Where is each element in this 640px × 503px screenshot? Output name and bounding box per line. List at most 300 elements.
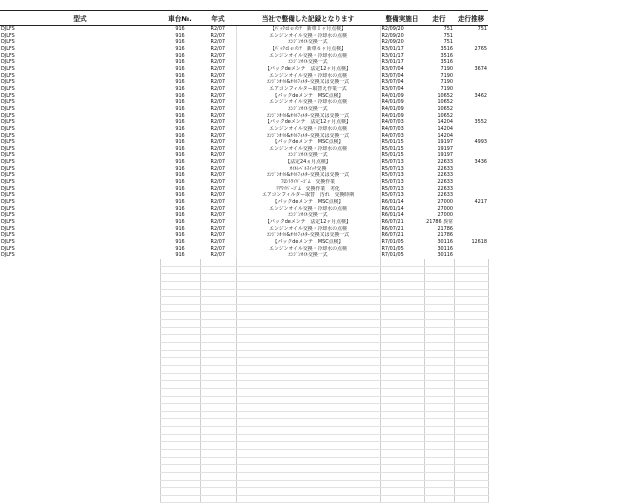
- empty-cell: [424, 274, 454, 282]
- empty-cell: [236, 388, 380, 396]
- row-year: R2/07: [210, 185, 225, 192]
- row-record: 【パックdeメンテ MSC点検】: [236, 139, 380, 146]
- empty-cell: [380, 457, 424, 465]
- empty-cell: [424, 312, 454, 320]
- empty-row: [0, 312, 488, 320]
- table-row: [0, 66, 488, 73]
- empty-cell: [424, 411, 454, 419]
- empty-cell: [380, 365, 424, 373]
- empty-cell: [454, 396, 488, 404]
- row-model: DJLFS: [1, 45, 15, 52]
- row-model: DJLFS: [1, 185, 15, 192]
- empty-cell: [200, 373, 236, 381]
- empty-cell: [236, 365, 380, 373]
- empty-cell: [0, 442, 160, 450]
- empty-cell: [0, 335, 160, 343]
- empty-cell: [380, 320, 424, 328]
- row-model: DJLFS: [1, 39, 15, 46]
- empty-cell: [200, 480, 236, 488]
- empty-cell: [380, 327, 424, 335]
- table-row: [0, 159, 488, 166]
- empty-row: [0, 388, 488, 396]
- row-model: DJLFS: [1, 92, 15, 99]
- row-year: R2/07: [210, 159, 225, 166]
- table-row: [0, 39, 488, 46]
- row-mileage: 19197: [437, 139, 453, 146]
- empty-cell: [0, 365, 160, 373]
- row-unit-no: 916: [175, 72, 185, 79]
- row-record: ｴﾝｼﾞﾝｵｲﾙ交換一式: [236, 39, 380, 46]
- row-model: DJLFS: [1, 52, 15, 59]
- empty-cell: [160, 297, 200, 305]
- row-model: DJLFS: [1, 179, 15, 186]
- empty-cell: [160, 381, 200, 389]
- empty-cell: [160, 480, 200, 488]
- empty-row: [0, 427, 488, 435]
- empty-cell: [200, 327, 236, 335]
- row-mileage-delta: [454, 79, 488, 86]
- row-mileage-delta: [454, 73, 488, 80]
- empty-cell: [0, 427, 160, 435]
- row-record: エンジンオイル交換・冷却水の点検: [236, 73, 380, 80]
- row-model: DJLFS: [1, 132, 15, 139]
- empty-cell: [0, 472, 160, 480]
- row-unit-no: 916: [175, 45, 185, 52]
- row-mileage-delta: [454, 206, 488, 213]
- row-year: R2/07: [210, 39, 225, 46]
- row-mileage-delta: [454, 106, 488, 113]
- row-date: R4/01/09: [381, 92, 404, 99]
- row-mileage: 27000: [437, 199, 453, 206]
- empty-cell: [424, 388, 454, 396]
- empty-row: [0, 480, 488, 488]
- empty-cell: [200, 381, 236, 389]
- empty-cell: [454, 327, 488, 335]
- empty-cell: [424, 335, 454, 343]
- row-date: R4/07/03: [381, 132, 404, 139]
- empty-cell: [236, 465, 380, 473]
- empty-cell: [424, 465, 454, 473]
- row-unit-no: 916: [175, 225, 185, 232]
- empty-cell: [160, 373, 200, 381]
- row-record: ｴﾝｼﾞﾝｵｲﾙ&ｵｲﾙﾌｨﾙﾀｰ交換又は交換一式: [236, 172, 380, 179]
- empty-cell: [380, 259, 424, 266]
- empty-row: [0, 442, 488, 450]
- empty-cell: [424, 404, 454, 412]
- empty-cell: [380, 274, 424, 282]
- row-mileage: 30116: [437, 239, 453, 245]
- empty-cell: [0, 343, 160, 351]
- empty-cell: [454, 358, 488, 366]
- empty-cell: [236, 442, 380, 450]
- row-year: R2/07: [210, 139, 225, 146]
- empty-row: [0, 411, 488, 419]
- empty-cell: [424, 365, 454, 373]
- table-row: [0, 239, 488, 246]
- empty-cell: [454, 297, 488, 305]
- row-mileage: 7190: [440, 79, 453, 86]
- empty-cell: [380, 449, 424, 457]
- row-mileage-delta: [454, 126, 488, 133]
- empty-cell: [160, 449, 200, 457]
- empty-cell: [200, 350, 236, 358]
- row-unit-no: 916: [175, 192, 185, 199]
- empty-cell: [424, 449, 454, 457]
- row-mileage: 22633: [437, 165, 453, 172]
- row-record: ｴﾝｼﾞﾝｵｲﾙ&ｵｲﾙﾌｨﾙﾀｰ交換又は交換一式: [236, 232, 380, 239]
- empty-row: [0, 449, 488, 457]
- row-model: DJLFS: [1, 72, 15, 79]
- empty-cell: [160, 388, 200, 396]
- table-row: [0, 152, 488, 159]
- empty-cell: [200, 266, 236, 274]
- empty-cell: [380, 381, 424, 389]
- row-mileage: 7190: [440, 85, 453, 92]
- empty-cell: [424, 495, 454, 503]
- row-year: R2/07: [210, 132, 225, 139]
- header-date: 整備実施日: [380, 11, 424, 26]
- empty-cell: [0, 411, 160, 419]
- row-unit-no: 916: [175, 179, 185, 186]
- empty-cell: [200, 442, 236, 450]
- empty-cell: [424, 327, 454, 335]
- row-mileage-delta: [454, 99, 488, 106]
- empty-cell: [236, 480, 380, 488]
- row-year: R2/07: [210, 26, 225, 32]
- empty-cell: [200, 404, 236, 412]
- empty-cell: [380, 404, 424, 412]
- empty-row: [0, 297, 488, 305]
- row-year: R2/07: [210, 105, 225, 112]
- empty-cell: [160, 266, 200, 274]
- empty-cell: [200, 427, 236, 435]
- maintenance-record-table: [0, 10, 489, 503]
- row-unit-no: 916: [175, 139, 185, 146]
- empty-cell: [380, 350, 424, 358]
- empty-cell: [160, 404, 200, 412]
- empty-cell: [424, 297, 454, 305]
- empty-cell: [424, 472, 454, 480]
- empty-cell: [236, 396, 380, 404]
- row-date: R3/07/04: [381, 79, 404, 86]
- row-mileage-delta: 751: [477, 26, 487, 32]
- row-year: R2/07: [210, 152, 225, 159]
- row-mileage: 19197: [437, 145, 453, 152]
- row-model: DJLFS: [1, 232, 15, 239]
- row-unit-no: 916: [175, 112, 185, 119]
- empty-cell: [424, 320, 454, 328]
- table-row: [0, 93, 488, 100]
- row-record: エンジンオイル交換・冷却水の点検: [236, 53, 380, 60]
- empty-cell: [236, 343, 380, 351]
- empty-cell: [454, 404, 488, 412]
- empty-cell: [454, 266, 488, 274]
- table-row: [0, 79, 488, 86]
- empty-cell: [0, 304, 160, 312]
- empty-cell: [380, 388, 424, 396]
- empty-cell: [454, 388, 488, 396]
- row-mileage: 751: [443, 32, 453, 39]
- empty-cell: [236, 434, 380, 442]
- row-date: R5/07/13: [381, 165, 404, 172]
- empty-cell: [160, 320, 200, 328]
- row-record: ｴﾝｼﾞﾝｵｲﾙ&ｵｲﾙﾌｨﾙﾀｰ交換又は交換一式: [236, 79, 380, 86]
- empty-row: [0, 274, 488, 282]
- row-record: 【パックdeメンテ 法定12ヶ月点検】: [236, 119, 380, 126]
- row-record: 【ﾊﾟｯｸｄｅﾒﾝﾃ 新車１ヶ月点検】: [236, 26, 380, 33]
- row-mileage: 22633: [437, 159, 453, 166]
- empty-cell: [200, 365, 236, 373]
- row-unit-no: 916: [175, 165, 185, 172]
- table-row: [0, 172, 488, 179]
- row-record: ｴﾝｼﾞﾝｵｲﾙ交換一式: [236, 59, 380, 66]
- row-model: DJLFS: [1, 192, 15, 199]
- row-model: DJLFS: [1, 159, 15, 166]
- empty-cell: [160, 434, 200, 442]
- row-unit-no: 916: [175, 232, 185, 239]
- empty-cell: [200, 411, 236, 419]
- empty-cell: [424, 266, 454, 274]
- row-date: R6/07/21: [381, 225, 404, 232]
- row-year: R2/07: [210, 245, 225, 252]
- empty-cell: [424, 457, 454, 465]
- empty-cell: [454, 335, 488, 343]
- row-unit-no: 916: [175, 79, 185, 86]
- table-row: [0, 46, 488, 53]
- row-mileage-delta: [454, 53, 488, 60]
- empty-cell: [0, 434, 160, 442]
- empty-cell: [380, 465, 424, 473]
- header-year: 年式: [200, 11, 236, 26]
- row-model: DJLFS: [1, 112, 15, 119]
- table-row: [0, 232, 488, 239]
- empty-row: [0, 465, 488, 473]
- table-row: [0, 219, 488, 226]
- row-year: R2/07: [210, 119, 225, 126]
- empty-cell: [454, 427, 488, 435]
- row-mileage-delta: [454, 146, 488, 153]
- row-date: R3/07/04: [381, 72, 404, 79]
- empty-cell: [236, 358, 380, 366]
- row-unit-no: 916: [175, 125, 185, 132]
- record-rows: [0, 26, 488, 503]
- row-model: DJLFS: [1, 252, 15, 259]
- row-date: R5/07/13: [381, 185, 404, 192]
- row-unit-no: 916: [175, 172, 185, 179]
- empty-cell: [236, 404, 380, 412]
- row-unit-no: 916: [175, 105, 185, 112]
- row-year: R2/07: [210, 239, 225, 245]
- empty-cell: [200, 297, 236, 305]
- empty-cell: [380, 304, 424, 312]
- row-mileage: 14204: [437, 119, 453, 126]
- empty-cell: [236, 411, 380, 419]
- empty-cell: [200, 449, 236, 457]
- row-mileage: 7190: [440, 65, 453, 72]
- row-unit-no: 916: [175, 252, 185, 259]
- row-unit-no: 916: [175, 212, 185, 219]
- empty-cell: [380, 472, 424, 480]
- empty-cell: [424, 434, 454, 442]
- row-date: R3/07/04: [381, 85, 404, 92]
- row-record: ｵｲﾙﾚﾍﾞﾙｽｲｯﾁ交換: [236, 166, 380, 173]
- row-date: R5/07/13: [381, 192, 404, 199]
- row-model: DJLFS: [1, 212, 15, 219]
- header-row: [0, 11, 488, 26]
- row-record: 【法定24ヵ月点検】: [236, 159, 380, 166]
- row-year: R2/07: [210, 72, 225, 79]
- row-mileage-delta: [454, 226, 488, 233]
- empty-cell: [424, 259, 454, 266]
- header-unit-no: 車台№.: [160, 11, 200, 26]
- row-model: DJLFS: [1, 205, 15, 212]
- row-date: R7/01/05: [381, 245, 404, 252]
- empty-row: [0, 335, 488, 343]
- empty-cell: [0, 381, 160, 389]
- row-mileage: 30116: [437, 245, 453, 252]
- row-year: R2/07: [210, 79, 225, 86]
- empty-cell: [160, 312, 200, 320]
- row-mileage-delta: 4217: [474, 199, 487, 206]
- empty-cell: [236, 327, 380, 335]
- row-year: R2/07: [210, 225, 225, 232]
- row-unit-no: 916: [175, 152, 185, 159]
- empty-cell: [236, 381, 380, 389]
- row-record: エンジンオイル交換・冷却水の点検: [236, 246, 380, 253]
- row-unit-no: 916: [175, 26, 185, 32]
- empty-cell: [236, 259, 380, 266]
- row-date: R7/01/05: [381, 239, 404, 245]
- table-row: [0, 126, 488, 133]
- row-year: R2/07: [210, 232, 225, 239]
- row-record: ｴﾝｼﾞﾝｵｲﾙ&ｵｲﾙﾌｨﾙﾀｰ交換又は交換一式: [236, 113, 380, 120]
- empty-cell: [380, 281, 424, 289]
- empty-cell: [0, 449, 160, 457]
- empty-cell: [454, 343, 488, 351]
- empty-cell: [0, 281, 160, 289]
- row-date: R6/01/14: [381, 199, 404, 206]
- row-mileage-delta: [454, 39, 488, 46]
- empty-cell: [380, 488, 424, 496]
- row-mileage: 751: [443, 39, 453, 46]
- empty-cell: [160, 281, 200, 289]
- row-mileage-delta: 12618: [471, 239, 487, 245]
- table-row: [0, 73, 488, 80]
- empty-cell: [380, 312, 424, 320]
- row-record: エンジンオイル交換・冷却水の点検: [236, 126, 380, 133]
- row-year: R2/07: [210, 252, 225, 259]
- empty-cell: [454, 281, 488, 289]
- empty-cell: [236, 427, 380, 435]
- row-mileage-delta: [454, 252, 488, 259]
- row-model: DJLFS: [1, 85, 15, 92]
- empty-cell: [0, 419, 160, 427]
- row-year: R2/07: [210, 52, 225, 59]
- empty-cell: [454, 381, 488, 389]
- row-date: R4/07/03: [381, 119, 404, 126]
- row-model: DJLFS: [1, 245, 15, 252]
- empty-cell: [0, 457, 160, 465]
- empty-cell: [0, 373, 160, 381]
- table-row: [0, 166, 488, 173]
- empty-cell: [0, 358, 160, 366]
- empty-row: [0, 365, 488, 373]
- row-date: R5/01/15: [381, 152, 404, 159]
- empty-row: [0, 495, 488, 503]
- empty-cell: [0, 259, 160, 266]
- row-unit-no: 916: [175, 199, 185, 206]
- row-model: DJLFS: [1, 139, 15, 146]
- empty-cell: [454, 350, 488, 358]
- row-unit-no: 916: [175, 99, 185, 106]
- empty-cell: [454, 488, 488, 496]
- empty-cell: [454, 495, 488, 503]
- row-year: R2/07: [210, 165, 225, 172]
- row-mileage-delta: [454, 179, 488, 186]
- empty-row: [0, 381, 488, 389]
- header-mileage-delta: 走行推移: [454, 11, 488, 26]
- empty-row: [0, 304, 488, 312]
- row-mileage-delta: [454, 186, 488, 193]
- row-mileage: 10652: [437, 112, 453, 119]
- empty-cell: [380, 266, 424, 274]
- row-mileage-delta: 3436: [474, 159, 487, 166]
- row-year: R2/07: [210, 59, 225, 66]
- row-mileage: 27000: [437, 212, 453, 219]
- row-mileage-delta: [454, 59, 488, 66]
- empty-cell: [160, 274, 200, 282]
- row-date: R5/01/15: [381, 145, 404, 152]
- empty-cell: [380, 358, 424, 366]
- empty-cell: [0, 404, 160, 412]
- empty-cell: [0, 465, 160, 473]
- empty-cell: [380, 373, 424, 381]
- row-mileage: 10652: [437, 105, 453, 112]
- row-year: R2/07: [210, 125, 225, 132]
- row-year: R2/07: [210, 65, 225, 72]
- row-mileage: 10652: [437, 92, 453, 99]
- empty-cell: [160, 259, 200, 266]
- table-row: [0, 246, 488, 253]
- empty-cell: [200, 419, 236, 427]
- table-row: [0, 212, 488, 219]
- row-mileage: 14204: [437, 132, 453, 139]
- empty-cell: [380, 434, 424, 442]
- empty-row: [0, 327, 488, 335]
- empty-cell: [424, 304, 454, 312]
- empty-cell: [236, 335, 380, 343]
- empty-cell: [424, 358, 454, 366]
- table-row: [0, 186, 488, 193]
- empty-cell: [236, 320, 380, 328]
- empty-cell: [200, 289, 236, 297]
- empty-row: [0, 358, 488, 366]
- row-record: ﾘｱﾜｲﾊﾟｰｺﾞﾑ 交換作業 劣化: [236, 186, 380, 193]
- row-record: 【パックdeメンテ MSC点検】: [236, 239, 380, 246]
- row-year: R2/07: [210, 172, 225, 179]
- row-date: R4/01/09: [381, 112, 404, 119]
- row-record: 【パックdeメンテ 法定12ヶ月点検】: [236, 219, 380, 226]
- empty-cell: [0, 388, 160, 396]
- empty-cell: [454, 373, 488, 381]
- empty-cell: [0, 297, 160, 305]
- row-mileage: 22633: [437, 179, 453, 186]
- table-row: [0, 113, 488, 120]
- empty-cell: [380, 495, 424, 503]
- row-unit-no: 916: [175, 52, 185, 59]
- empty-cell: [380, 411, 424, 419]
- empty-cell: [454, 365, 488, 373]
